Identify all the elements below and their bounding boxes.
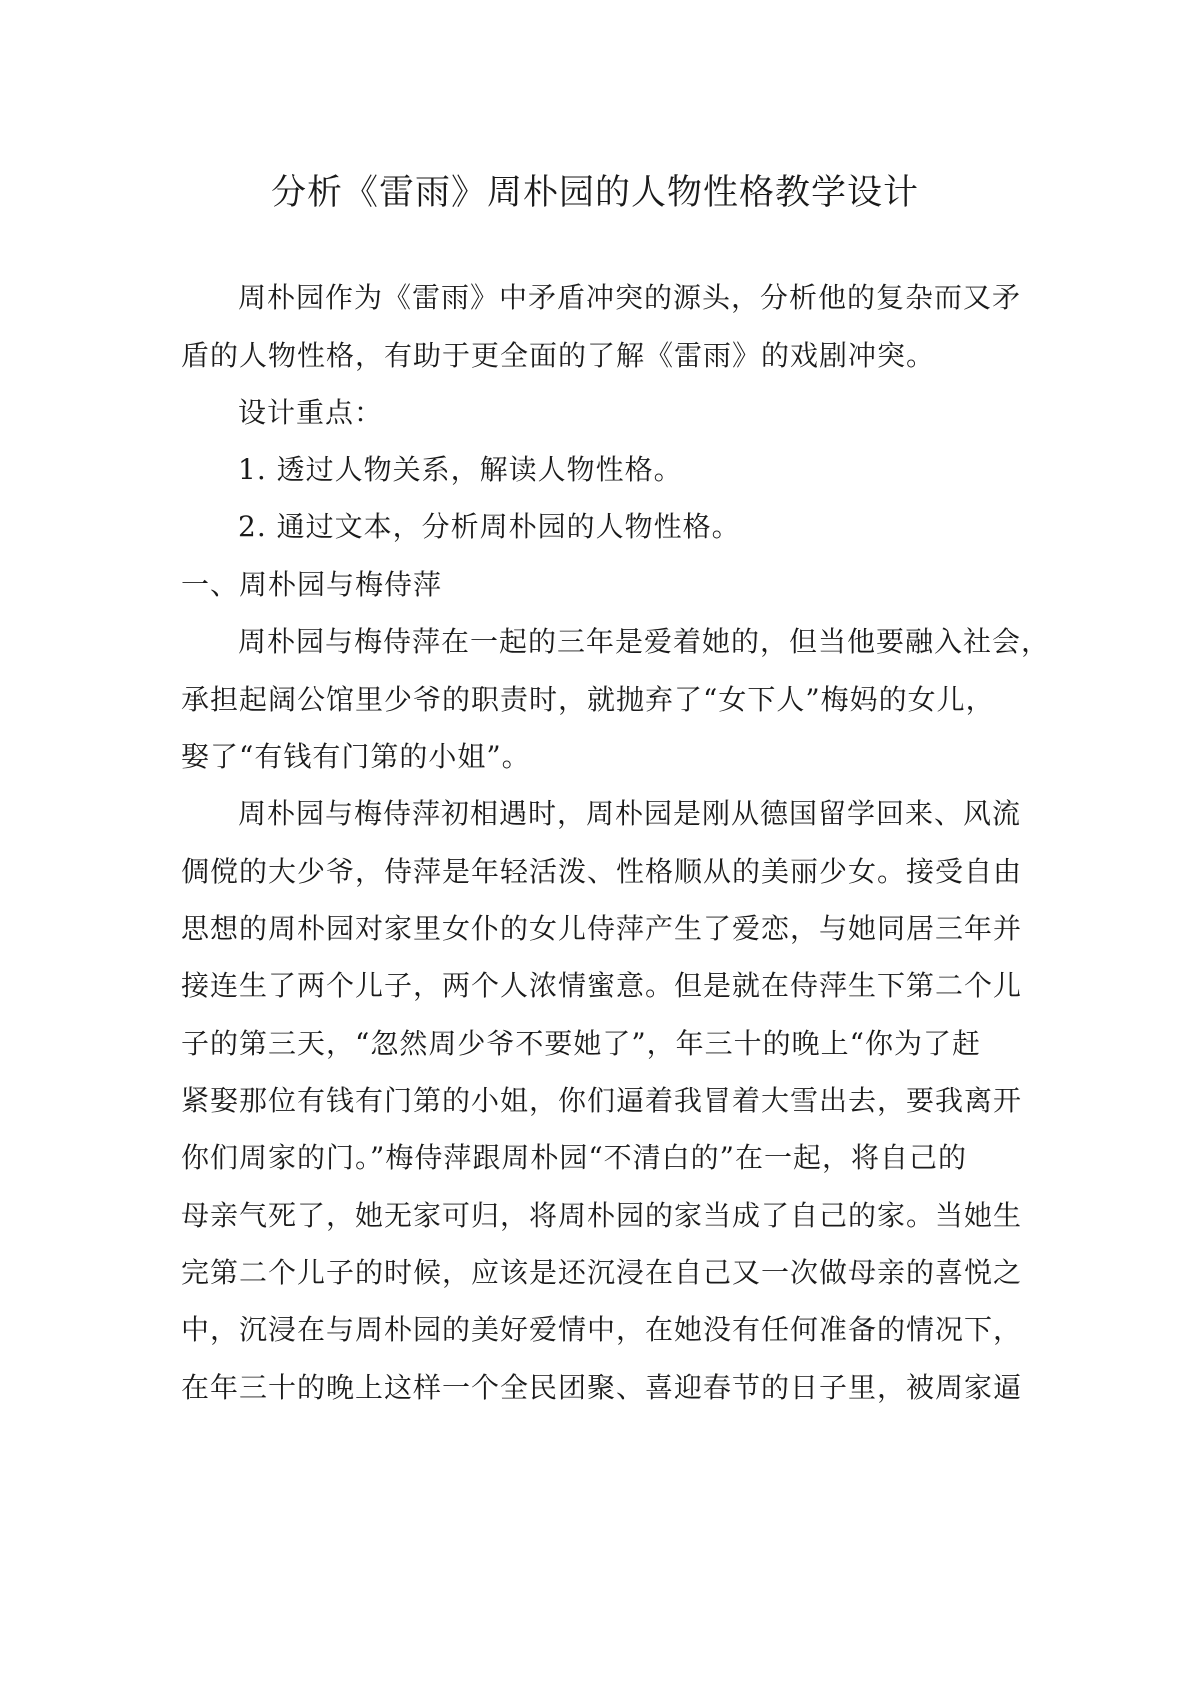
- paragraph-line: 承担起阔公馆里少爷的职责时，就抛弃了“女下人”梅妈的女儿，: [181, 683, 995, 716]
- list-item: 2. 通过文本，分析周朴园的人物性格。: [238, 510, 741, 543]
- document-title: 分析《雷雨》周朴园的人物性格教学设计: [270, 173, 919, 213]
- paragraph-line: 娶了“有钱有门第的小姐”。: [181, 740, 531, 773]
- paragraph-line: 子的第三天，“忽然周少爷不要她了”，年三十的晚上“你为了赶: [181, 1027, 981, 1060]
- paragraph-line: 周朴园与梅侍萍初相遇时，周朴园是刚从德国留学回来、风流: [238, 797, 1022, 830]
- list-item: 1. 透过人物关系，解读人物性格。: [238, 453, 683, 486]
- paragraph-line: 盾的人物性格，有助于更全面的了解《雷雨》的戏剧冲突。: [181, 339, 936, 372]
- paragraph-line: 周朴园与梅侍萍在一起的三年是爱着她的，但当他要融入社会，: [238, 625, 1051, 658]
- paragraph-line: 设计重点：: [238, 396, 384, 429]
- paragraph-line: 倜傥的大少爷，侍萍是年轻活泼、性格顺从的美丽少女。接受自由: [181, 855, 1023, 888]
- paragraph-line: 在年三十的晚上这样一个全民团聚、喜迎春节的日子里，被周家逼: [181, 1371, 1023, 1404]
- paragraph-line: 周朴园作为《雷雨》中矛盾冲突的源头，分析他的复杂而又矛: [238, 281, 1022, 314]
- paragraph-line: 你们周家的门。”梅侍萍跟周朴园“不清白的”在一起，将自己的: [181, 1141, 967, 1174]
- paragraph-line: 完第二个儿子的时候，应该是还沉浸在自己又一次做母亲的喜悦之: [181, 1256, 1023, 1289]
- paragraph-line: 紧娶那位有钱有门第的小姐，你们逼着我冒着大雪出去，要我离开: [181, 1084, 1023, 1117]
- paragraph-line: 思想的周朴园对家里女仆的女儿侍萍产生了爱恋，与她同居三年并: [181, 912, 1023, 945]
- section-heading: 一、周朴园与梅侍萍: [181, 568, 443, 601]
- paragraph-line: 接连生了两个儿子，两个人浓情蜜意。但是就在侍萍生下第二个儿: [181, 969, 1023, 1002]
- paragraph-line: 母亲气死了，她无家可归，将周朴园的家当成了自己的家。当她生: [181, 1199, 1023, 1232]
- paragraph-line: 中，沉浸在与周朴园的美好爱情中，在她没有任何准备的情况下，: [181, 1313, 1023, 1346]
